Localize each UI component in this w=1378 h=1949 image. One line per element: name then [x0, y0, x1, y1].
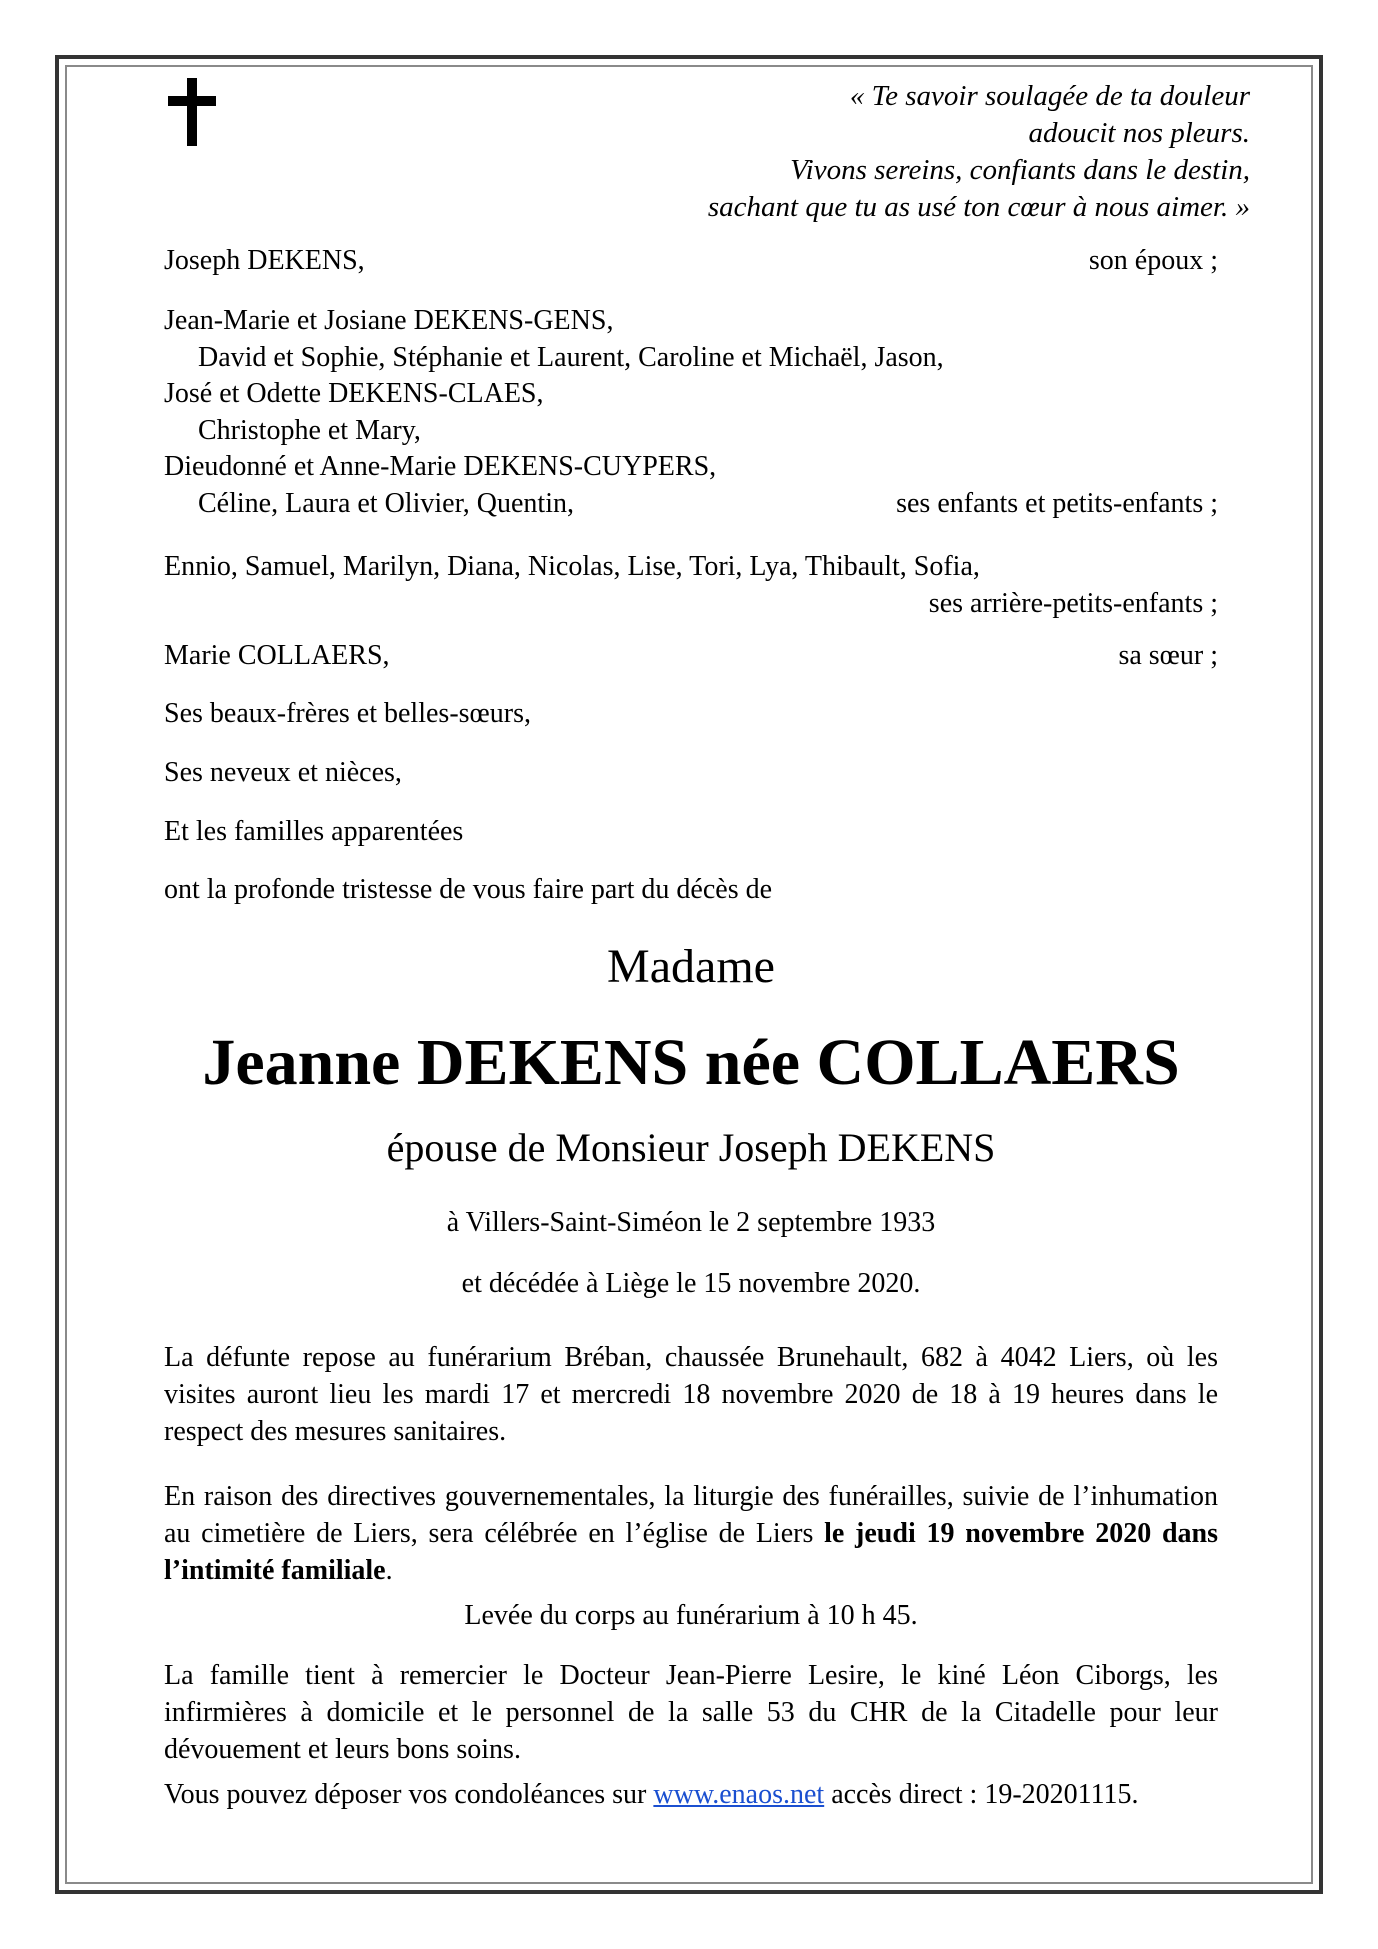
- cross-icon: [168, 78, 216, 146]
- great-grandchildren-block: [164, 548, 1218, 622]
- funeral-text: En raison des directives gouvernementales, la liturgie des funérailles, suivie de l’inhumation au cimetière de Liers, sera célébrée en l’église de Liers: [164, 1481, 1218, 1549]
- children-relation: ses enfants et petits-enfants ;: [896, 487, 1218, 519]
- condolences-link[interactable]: www.enaos.net: [653, 1779, 825, 1810]
- spouse-name: Joseph DEKENS,: [164, 245, 365, 276]
- sister-name: Marie COLLAERS,: [164, 640, 390, 671]
- poem-line: sachant que tu as usé ton cœur à nous aimer. »: [707, 191, 1250, 223]
- family-line: José et Odette DEKENS-CLAES,: [164, 378, 544, 409]
- nephews-line: Ses neveux et nièces,: [164, 757, 402, 788]
- visitation-paragraph: La défunte repose au funérarium Bréban, chaussée Brunehault, 682 à 4042 Liers, où les visites auront lieu les mardi 17 et mercredi 18 novembre 2020 de 18 à 19 heures dans le respect des mesures sanitaires.: [164, 1342, 1218, 1447]
- condolences-access: accès direct : 19-20201115.: [824, 1779, 1139, 1810]
- family-line: David et Sophie, Stéphanie et Laurent, Caroline et Michaël, Jason,: [198, 341, 944, 373]
- deceased-name: Jeanne DEKENS née COLLAERS: [202, 1026, 1180, 1099]
- condolences-text: Vous pouvez déposer vos condoléances sur: [164, 1779, 654, 1810]
- poem-line: « Te savoir soulagée de ta douleur: [849, 80, 1250, 112]
- announcement-line: ont la profonde tristesse de vous faire part du décès de: [164, 874, 773, 905]
- families-line: Et les familles apparentées: [164, 816, 464, 847]
- deceased-title: Madame: [607, 940, 775, 993]
- sister-relation: sa sœur ;: [1118, 640, 1218, 671]
- deceased-death: et décédée à Liège le 15 novembre 2020.: [461, 1268, 921, 1299]
- funeral-end: .: [385, 1555, 393, 1586]
- deceased-birth: à Villers-Saint-Siméon le 2 septembre 1933: [446, 1207, 936, 1238]
- family-line: Jean-Marie et Josiane DEKENS-GENS,: [164, 305, 614, 336]
- sister-line: [164, 640, 1218, 672]
- epitaph-poem: [708, 78, 1250, 226]
- family-line: Dieudonné et Anne-Marie DEKENS-CUYPERS,: [164, 451, 717, 482]
- children-block: [164, 303, 1218, 522]
- poem-line: adoucit nos pleurs.: [1028, 117, 1250, 149]
- poem-line: Vivons sereins, confiants dans le destin,: [790, 154, 1250, 186]
- great-grandchildren-relation: ses arrière-petits-enfants ;: [928, 588, 1218, 619]
- condolences-paragraph: [164, 1776, 1218, 1813]
- family-line: Céline, Laura et Olivier, Quentin,: [198, 487, 574, 519]
- spouse-line: [164, 245, 1218, 277]
- in-laws-line: Ses beaux-frères et belles-sœurs,: [164, 698, 531, 729]
- family-line: Christophe et Mary,: [198, 414, 421, 446]
- funeral-date: le jeudi 19 novembre 2020 dans l’intimité familiale: [164, 1518, 1218, 1586]
- departure-line: Levée du corps au funérarium à 10 h 45.: [464, 1600, 918, 1631]
- spouse-relation: son époux ;: [1088, 245, 1218, 276]
- funeral-paragraph: [164, 1478, 1218, 1589]
- great-grandchildren-names: Ennio, Samuel, Marilyn, Diana, Nicolas, Lise, Tori, Lya, Thibault, Sofia,: [164, 551, 980, 582]
- thanks-paragraph: La famille tient à remercier le Docteur Jean-Pierre Lesire, le kiné Léon Ciborgs, les infirmières à domicile et le personnel de la salle 53 du CHR de la Citadelle pour leur dévouement et leurs bons soins.: [164, 1660, 1218, 1765]
- deceased-spouse-line: épouse de Monsieur Joseph DEKENS: [386, 1125, 996, 1170]
